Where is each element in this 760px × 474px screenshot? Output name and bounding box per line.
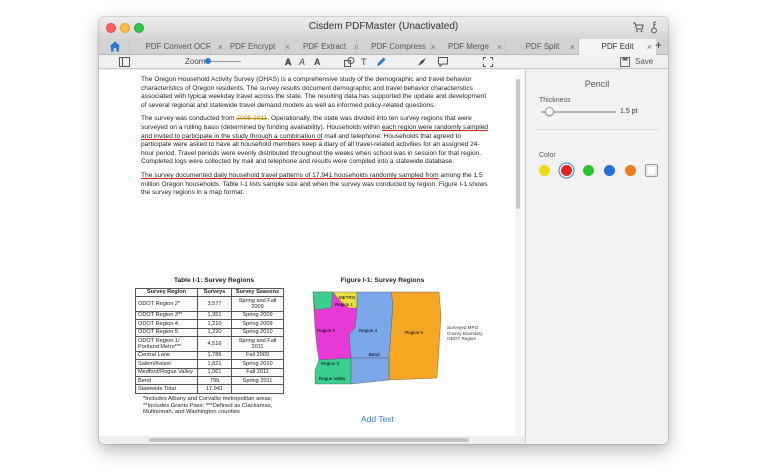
map-label-region4: Region 4	[359, 327, 378, 333]
close-tab-icon[interactable]: ×	[430, 42, 436, 52]
table-cell: Spring and Fall 2011	[232, 337, 284, 352]
shape-tool-icon[interactable]	[344, 57, 355, 67]
zoom-label: Zoom	[185, 57, 206, 66]
pencil-settings-panel	[525, 70, 668, 444]
map-region-4-south	[351, 358, 389, 384]
tab-pdf-compress[interactable]: PDF Compress ×	[356, 39, 440, 55]
figure-block	[311, 277, 489, 424]
table-row	[136, 320, 284, 328]
tab-pdf-merge[interactable]: PDF Merge ×	[430, 39, 506, 55]
legend-item: Surveyed MPO	[447, 325, 479, 330]
oregon-map	[311, 288, 443, 388]
horizontal-scrollbar-thumb[interactable]	[149, 438, 469, 442]
table-footnote: *Includes Albany and Corvallis metropolitan areas; **Includes Grants Pass; ***Defined as Clackamas, Multnomah, and Washington counties	[143, 395, 273, 416]
table-row	[136, 351, 284, 359]
comment-icon[interactable]	[438, 57, 448, 67]
legend-item: ODOT Region	[447, 336, 477, 342]
color-swatch-blue[interactable]	[604, 165, 615, 176]
legend-item: County Boundary	[447, 330, 483, 336]
table-cell: Spring 2011	[232, 377, 284, 385]
table-row	[136, 377, 284, 385]
table-row	[136, 360, 284, 368]
survey-regions-table	[135, 288, 284, 394]
thickness-value: 1.5 pt	[620, 108, 638, 115]
horizontal-scrollbar[interactable]	[99, 436, 524, 444]
table-cell: Fall 2009	[232, 351, 284, 359]
map-label-region5: Region 5	[405, 329, 424, 335]
paragraph-2[interactable]: The survey was conducted from 2008-2011. Operationally, the state was divided into ten survey regions that were surveyed on a rolling basis (determined by funding availability). Households within each region were randomly sampled and invited to participate in the study through a combination of mail and telephone. Households that agreed to participate were asked to have all household members keep a diary of all travel-related activities for an assigned 24-hour period. Travel periods were evenly distributed throughout the weeks when school was in session for that region. Completed logs were collected by mail and telephone and results were compiled into a statewide database.	[141, 115, 489, 166]
map-label-metro: METRO	[339, 294, 356, 300]
vertical-scrollbar[interactable]	[515, 75, 521, 435]
crop-icon[interactable]	[483, 57, 493, 67]
table-header: Surveys	[198, 288, 232, 296]
table-cell: Spring and Fall 2009	[232, 297, 284, 312]
title-bar	[99, 17, 668, 39]
table-cell: 1,786	[198, 351, 232, 359]
thickness-slider-thumb[interactable]	[545, 107, 554, 116]
signature-icon[interactable]	[417, 57, 427, 67]
survey-table-block	[135, 277, 293, 416]
close-tab-icon[interactable]: ×	[217, 42, 223, 52]
table-title: Table I-1: Survey Regions	[173, 277, 255, 284]
table-cell: 1,821	[198, 360, 232, 368]
text-recognition-icon[interactable]: 𝐀	[285, 57, 292, 67]
color-swatch-custom[interactable]	[645, 164, 658, 177]
map-region-5	[389, 292, 441, 380]
table-cell: 17,941	[198, 385, 232, 393]
table-row	[136, 311, 284, 319]
table-cell: 1,951	[198, 311, 232, 319]
table-cell: 1,210	[198, 320, 232, 328]
close-tab-icon[interactable]: ×	[496, 42, 502, 52]
divider	[536, 129, 659, 130]
table-cell: Spring 2010	[232, 360, 284, 368]
table-cell: 799	[198, 377, 232, 385]
table-row	[136, 328, 284, 336]
table-cell: Central Lane	[136, 351, 198, 359]
close-tab-icon[interactable]: ×	[353, 42, 359, 52]
pdf-page	[138, 76, 489, 424]
window-title: Cisdem PDFMaster (Unactivated)	[308, 21, 459, 32]
table-cell: Spring 2009	[232, 320, 284, 328]
table-cell: ODOT Region 5	[136, 328, 198, 336]
document-view[interactable]	[99, 70, 524, 436]
close-tab-icon[interactable]: ×	[284, 42, 290, 52]
tab-pdf-split[interactable]: PDF Split ×	[505, 39, 579, 55]
color-label: Color	[539, 152, 556, 159]
paragraph-3[interactable]: The survey documented daily household travel patterns of 17,941 households randomly sampled from among the 1.5 million Oregon households. Table I-1 lists sample size and when the survey was conducted by region. Figure I-1 shows the survey regions in a map format.	[141, 171, 488, 197]
tab-pdf-encrypt[interactable]: PDF Encrypt ×	[210, 39, 294, 55]
table-cell: Fall 2011	[232, 368, 284, 376]
table-row	[136, 368, 284, 376]
table-cell: ODOT Region 4	[136, 320, 198, 328]
home-icon[interactable]	[109, 41, 121, 52]
tab-bar	[99, 39, 668, 55]
zoom-slider-track[interactable]	[211, 61, 241, 62]
text-cursor-icon[interactable]: T	[361, 57, 367, 67]
tab-pdf-extract[interactable]: PDF Extract ×	[285, 39, 363, 55]
map-label-region2: Region 2	[317, 327, 336, 333]
table-cell: 1,220	[198, 328, 232, 336]
color-swatch-orange[interactable]	[625, 165, 636, 176]
text-tool-icon[interactable]: A	[314, 57, 321, 67]
thickness-label: Thickness	[539, 97, 571, 104]
figure-title: Figure I-1: Survey Regions	[340, 277, 425, 284]
key-icon[interactable]	[650, 21, 658, 34]
underline-annotation[interactable]: The survey documented daily household travel patterns of 17,941 households randomly sampled from	[141, 171, 439, 179]
table-header: Survey Seasons	[232, 288, 284, 296]
table-cell	[232, 385, 284, 393]
toolbar	[99, 55, 668, 69]
text-style-icon[interactable]: A	[299, 57, 306, 67]
add-text-button[interactable]: Add Text	[361, 414, 394, 424]
vertical-scrollbar-thumb[interactable]	[516, 79, 520, 209]
tab-pdf-convert-ocr[interactable]: PDF Convert OCR ×	[129, 39, 227, 55]
table-header: Survey Region	[136, 288, 198, 296]
table-cell: Spring 2009	[232, 311, 284, 319]
table-cell: 3,577	[198, 297, 232, 312]
close-tab-icon[interactable]: ×	[569, 42, 575, 52]
color-swatch-green[interactable]	[583, 165, 594, 176]
map-region-1-coast	[313, 292, 333, 310]
table-cell: Salem/Keizer	[136, 360, 198, 368]
underline-annotation[interactable]: each region were randomly sampled and invited to participate in the study through a combination of	[141, 123, 489, 140]
pencil-icon[interactable]	[376, 57, 386, 67]
cart-icon[interactable]	[632, 22, 644, 33]
table-cell: ODOT Region 3**	[136, 311, 198, 319]
save-icon[interactable]	[620, 57, 630, 67]
paragraph-1[interactable]: The Oregon Household Activity Survey (OHAS) is a comprehensive study of the demographic and travel behavior characteristics of Oregon residents. The survey results document demographic and travel behavior characteristics associated with typical weekday travel across the state. The resulting data has supported the update and development of several regional and statewide travel demand models as well as informed policy-related questions.	[141, 76, 487, 109]
map-label-rogue: Rogue Valley	[319, 375, 346, 381]
map-legend	[447, 325, 483, 342]
table-cell: Statewide Total	[136, 385, 198, 393]
app-window	[99, 17, 668, 444]
table-cell: 4,516	[198, 337, 232, 352]
new-tab-button[interactable]: +	[655, 38, 663, 52]
table-cell: Medford/Rogue Valley	[136, 368, 198, 376]
table-row	[136, 385, 284, 393]
map-label-bend: Bend	[369, 351, 380, 357]
sidebar-toggle-icon[interactable]	[119, 57, 130, 67]
table-row	[136, 297, 284, 312]
color-swatch-red[interactable]	[561, 165, 572, 176]
strikethrough-annotation[interactable]: 2008-2011	[236, 115, 268, 123]
close-tab-icon[interactable]: ×	[646, 42, 652, 52]
table-row	[136, 337, 284, 352]
map-label-region3: Region 3	[321, 360, 340, 366]
tab-pdf-edit[interactable]: PDF Edit ×	[578, 39, 656, 55]
map-label-region1: Region 1	[335, 301, 354, 307]
table-cell: ODOT Region 1/ Portland Metro***	[136, 337, 198, 352]
save-button[interactable]: Save	[635, 57, 654, 66]
table-cell: 1,061	[198, 368, 232, 376]
table-cell: Spring 2010	[232, 328, 284, 336]
table-cell: ODOT Region 2*	[136, 297, 198, 312]
table-cell: Bend	[136, 377, 198, 385]
panel-title: Pencil	[584, 79, 610, 89]
color-swatch-yellow[interactable]	[539, 165, 550, 176]
